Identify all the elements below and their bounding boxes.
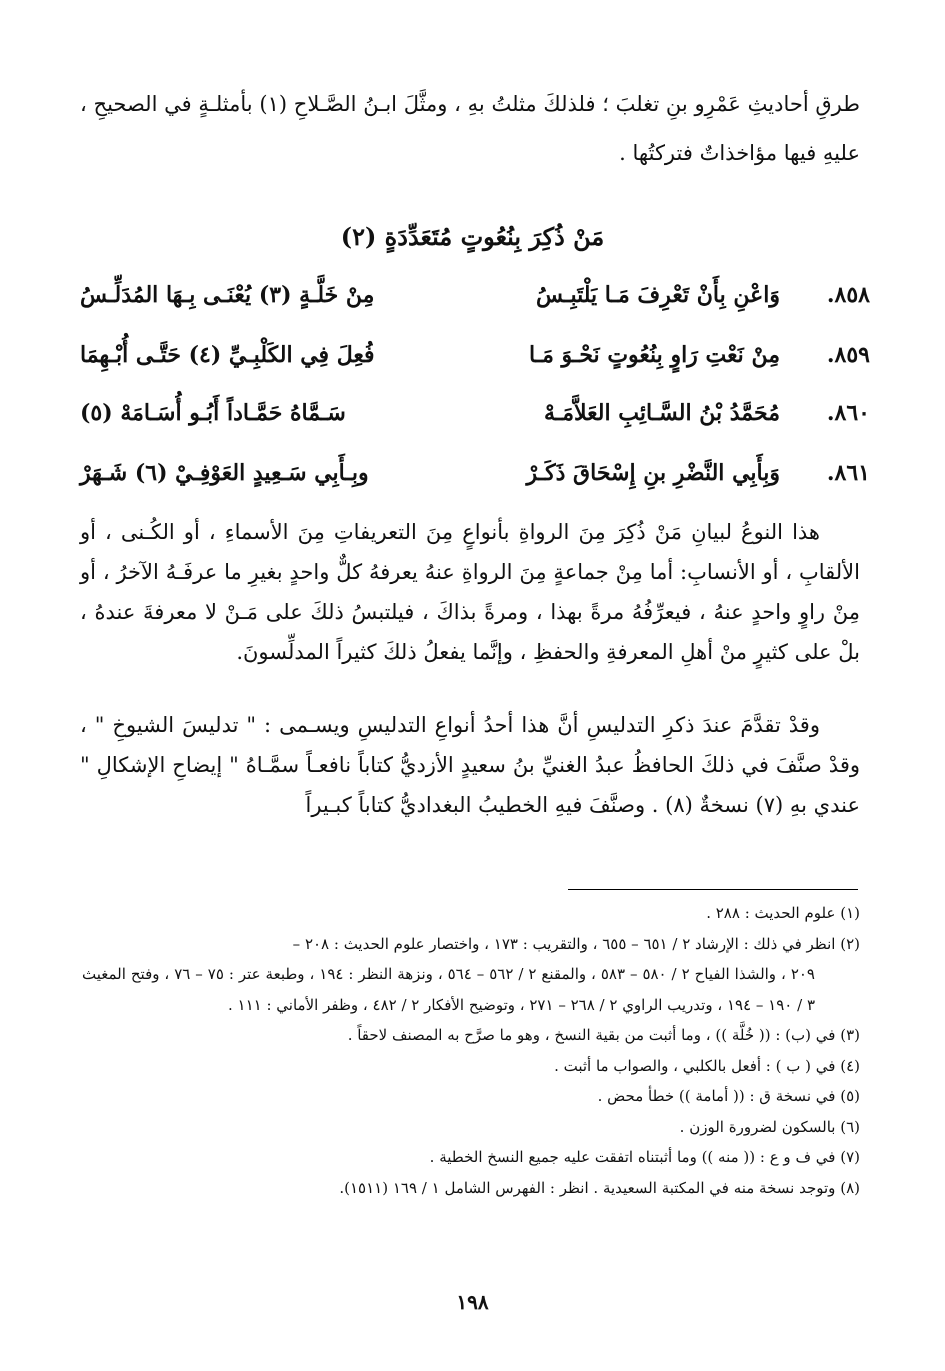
footnote-text: في نسخة ق : (( أمامة )) خطأ محض .: [597, 1087, 836, 1105]
footnote-text: علوم الحديث : ٢٨٨ .: [706, 904, 836, 922]
footnote-text: وتوجد نسخة منه في المكتبة السعيدية . انظر : الفهرس الشامل ١ / ١٦٩ (١٥١١).: [339, 1178, 836, 1197]
footnote-separator: [568, 889, 858, 890]
verse-first-hemistich: وَاعْنِ بِأَنْ تَعْرِفَ مَـا يَلْتَبِـسُ: [535, 282, 780, 308]
footnote-label: (٧): [840, 1148, 860, 1166]
verse-second-hemistich: فُعِلَ فِي الكَلْبِـيِّ (٤) حَتَّـى أُبْـهِمَا: [80, 342, 375, 368]
footnote-label: (٨): [840, 1178, 860, 1197]
section-heading: مَنْ ذُكِرَ بِنُعُوتٍ مُتَعَدِّدَةٍ (٢): [340, 222, 605, 251]
page-number: ١٩٨: [456, 1290, 489, 1314]
verse-858: [80, 274, 870, 320]
verse-861: [80, 452, 870, 498]
footnote-text: في ف و ع : (( منه )) وما أثبتناه اتفقت عليه جميع النسخ الخطية .: [429, 1148, 836, 1166]
intro-paragraph: طرقِ أحاديثِ عَمْرِو بنِ تغلبَ ؛ فلذلكَ مثلتُ بهِ ، ومثَّلَ ابـنُ الصَّـلاحِ (١) بأمثلـةٍ في الصحيحِ ، عليهِ فيها مؤاخذاتٌ فتركتُها .: [80, 92, 860, 165]
footnote-text: انظر في ذلك : الإرشاد ٢ / ٦٥١ – ٦٥٥ ، والتقريب : ١٧٣ ، واختصار علوم الحديث : ٢٠٨ –: [292, 934, 836, 953]
footnote: [82, 1020, 860, 1051]
verse-number: ٨٦١.: [826, 460, 870, 486]
commentary-paragraph-1: هذا النوعُ لبيانِ مَنْ ذُكِرَ مِنَ الرواةِ بأنواعٍ مِنَ التعريفاتِ مِنَ الأسماءِ ، أو الكُـنى ، أو الألقابِ ، أو الأنسابِ: أما مِنْ جماعةٍ مِنَ الرواةِ عنهُ يعرفهُ كلٌّ واحدٍ بغيرِ ما عرفَـهُ الآخرُ ، أو مِنْ راوٍ واحدٍ عنهُ ، فيعرِّفُهُ مرةً بهذا ، ومرةً بذاكَ ، فيلتبسُ ذلكَ على مَـنْ لا معرفةَ عندهُ ، بلْ على كثيرٍ منْ أهلِ المعرفةِ والحفظِ ، وإنَّما يفعلُ ذلكَ كثيراً المدلِّسونَ.: [80, 520, 860, 664]
footnote: [82, 1051, 860, 1082]
verse-first-hemistich: وَبِأَبِي النَّضْرِ بنِ إِسْحَاقَ ذَكَـرْ: [526, 460, 780, 486]
footnote-label: (٦): [840, 1117, 860, 1136]
footnote-continuation: ٢٠٩ ، والشذا الفياح ٢ / ٥٨٠ – ٥٨٣ ، والمقنع ٢ / ٥٦٢ – ٥٦٤ ، ونزهة النظر : ١٩٤ ، وطبعة عتر : ٧٥ – ٧٦ ، وفتح المغيث ٣ / ١٩٠ – ١٩٤ ، وتدريب الراوي ٢ / ٢٦٨ – ٢٧١ ، وتوضيح الأفكار ٢ / ٤٨٢ ، وظفر الأماني : ١١١ .: [82, 965, 815, 1014]
verse-second-hemistich: سَـمَّاهُ حَمَّـاداً أَبُـو أُسَـامَهْ (٥): [80, 400, 346, 426]
footnote: [82, 1112, 860, 1143]
footnote-text: بالسكون لضرورة الوزن .: [679, 1117, 836, 1136]
verse-first-hemistich: مِنْ نَعْتِ رَاوٍ بِنُعُوتٍ نَحْـوَ مَـا: [528, 342, 780, 368]
verse-number: ٨٦٠.: [826, 400, 870, 426]
verse-number: ٨٥٩.: [826, 342, 870, 368]
verse-first-hemistich: مُحَمَّدُ بْنُ السَّـائِبِ العَلاَّمَـهْ: [544, 400, 780, 426]
verse-860: [80, 392, 870, 438]
footnote: [82, 929, 860, 1021]
verse-number: ٨٥٨.: [826, 282, 870, 308]
footnote: [82, 1081, 860, 1112]
footnote-label: (٤): [840, 1056, 860, 1075]
footnote-text: في ( ب ) : أفعل بالكلبي ، والصواب ما أثبت .: [554, 1056, 836, 1075]
footnote-label: (٣): [840, 1026, 860, 1044]
commentary-paragraph-2: وقدْ تقدَّمَ عندَ ذكرِ التدليسِ أنَّ هذا أحدُ أنواعِ التدليسِ ويسـمى : " تدليسَ الشيوخِ " ، وقدْ صنَّفَ في ذلكَ الحافظُ عبدُ الغنيِّ بنُ سعيدٍ الأزديُّ كتاباً نافعـاً سمَّـاهُ " إيضاحِ الإشكالِ " عندي بهِ (٧) نسخةٌ (٨) . وصنَّفَ فيهِ الخطيبُ البغداديُّ كتاباً كبـيراً: [80, 713, 860, 817]
verse-second-hemistich: وبِـأَبِي سَـعِيدٍ العَوْفِـيْ (٦) شَـهَرْ: [80, 460, 369, 486]
footnote: [82, 1142, 860, 1173]
footnotes-list: [82, 898, 860, 1203]
footnote-text: في (ب) : (( خُلَّة )) ، وما أثبت من بقية النسخ ، وهو ما صرَّح به المصنف لاحقاً .: [347, 1026, 836, 1044]
footnote: [82, 898, 860, 929]
verse-859: [80, 334, 870, 380]
verse-second-hemistich: مِنْ خَلَّـةٍ (٣) يُعْنَـى بِـهَا المُدَلِّـسُ: [80, 282, 375, 308]
footnote-label: (٥): [840, 1087, 860, 1105]
footnote-label: (١): [840, 904, 860, 922]
footnote-label: (٢): [840, 934, 860, 953]
footnote: [82, 1173, 860, 1204]
